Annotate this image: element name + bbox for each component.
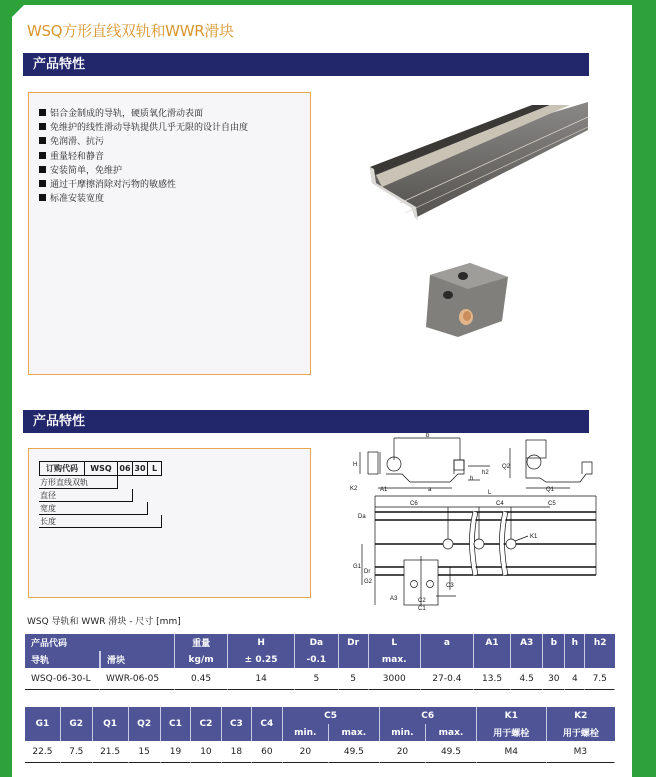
header-A1-sub [474, 651, 511, 668]
header-Da: Da [295, 634, 339, 651]
order-code-desc-type: 方形直线双轨 [39, 476, 118, 489]
header-weight: 重量 [175, 634, 228, 651]
slider-profile-end-view [510, 440, 592, 488]
header-Dr: Dr [339, 634, 369, 651]
header-A1: A1 [474, 634, 511, 651]
header-C2: C2 [191, 707, 221, 741]
header-C6: C6 [380, 707, 477, 724]
header-H: H [228, 634, 295, 651]
svg-text:C4: C4 [496, 501, 504, 507]
svg-text:K2: K2 [350, 486, 358, 492]
bullet-square-icon [39, 152, 46, 159]
header-K2: K2 [547, 707, 615, 724]
header-K2-sub: 用于螺栓 [547, 724, 615, 741]
order-code-box [28, 448, 311, 598]
svg-text:H: H [353, 462, 358, 468]
header-C5: C5 [283, 707, 380, 724]
drawing-labels [350, 433, 556, 610]
header-C6-max: max. [426, 724, 477, 741]
order-code-desc-length: 长度 [39, 515, 162, 528]
order-code-label: 订购代码 [39, 461, 85, 476]
header-a: a [421, 634, 474, 651]
svg-text:G1: G1 [353, 564, 362, 570]
feature-item: 重量轻和静音 [39, 150, 310, 164]
header-G1: G1 [25, 707, 61, 741]
svg-text:A1: A1 [380, 487, 388, 493]
header-Q2: Q2 [129, 707, 161, 741]
bullet-square-icon [39, 109, 46, 116]
svg-text:C1: C1 [418, 606, 426, 610]
feature-item: 标准安装宽度 [39, 192, 310, 206]
header-product-code: 产品代码 [25, 634, 175, 651]
order-code-part-length: L [147, 461, 162, 476]
header-C1: C1 [161, 707, 191, 741]
header-Q1: Q1 [93, 707, 129, 741]
order-code-desc-diameter: 直径 [39, 489, 133, 502]
rail-image [370, 102, 588, 220]
svg-text:Da: Da [358, 514, 366, 520]
order-code-desc-width: 宽度 [39, 502, 148, 515]
order-code-part-diameter: 06 [117, 461, 133, 476]
svg-text:A3: A3 [390, 596, 398, 602]
header-A3: A3 [511, 634, 543, 651]
header-K1: K1 [477, 707, 547, 724]
order-code-part-type: WSQ [84, 461, 118, 476]
svg-text:Q2: Q2 [502, 464, 511, 470]
svg-text:h2: h2 [482, 470, 489, 476]
technical-drawing [350, 430, 620, 610]
order-code-part-width: 30 [132, 461, 148, 476]
header-Dr-sub [339, 651, 369, 668]
spec-table-1 [25, 634, 615, 690]
header-C3: C3 [222, 707, 252, 741]
header-slider: 滑块 [100, 651, 175, 668]
header-a-sub [421, 651, 474, 668]
header-weight-unit: kg/m [175, 651, 228, 668]
page-title: WSQ方形直线双轨和WWR滑块 [27, 22, 234, 40]
header-C5-max: max. [329, 724, 380, 741]
rail-top-view [362, 496, 596, 605]
header-C6-min: min. [380, 724, 427, 741]
bullet-square-icon [39, 194, 46, 201]
header-h2: h2 [585, 634, 615, 651]
header-b-sub [543, 651, 565, 668]
header-C4: C4 [252, 707, 282, 741]
header-L-max: max. [369, 651, 421, 668]
slider-block-image [426, 263, 508, 337]
header-Da-tolerance: -0.1 [295, 651, 339, 668]
feature-item: 通过干摩擦消除对污物的敏感性 [39, 178, 310, 192]
header-rail: 导轨 [25, 651, 100, 668]
header-b: b [543, 634, 565, 651]
bullet-square-icon [39, 137, 46, 144]
svg-text:C2: C2 [418, 598, 426, 604]
svg-text:K1: K1 [530, 534, 538, 540]
svg-text:h: h [470, 476, 474, 482]
header-h: h [565, 634, 585, 651]
svg-text:Q1: Q1 [546, 487, 555, 493]
feature-item: 铝合金制成的导轨，硬质氧化滑动表面 [39, 107, 310, 121]
svg-text:Dr: Dr [364, 569, 371, 575]
features-list [39, 107, 310, 206]
product-photo [360, 95, 600, 375]
header-C5-min: min. [283, 724, 330, 741]
feature-item: 免润滑、抗污 [39, 135, 310, 149]
svg-text:b: b [426, 433, 430, 439]
section-header-order-code: 产品特性 [23, 410, 589, 433]
header-H-tolerance: ± 0.25 [228, 651, 295, 668]
spec-table-2 [25, 707, 615, 763]
header-L: L [369, 634, 421, 651]
features-box [28, 92, 311, 375]
header-A3-sub [511, 651, 543, 668]
dimension-caption: WSQ 导轨和 WWR 滑块 - 尺寸 [mm] [27, 617, 181, 627]
bullet-square-icon [39, 180, 46, 187]
header-G2: G2 [61, 707, 93, 741]
table-row: 22.5 7.5 21.5 15 19 10 18 60 20 49.5 20 49.5 M4 M3 [25, 741, 615, 763]
svg-text:C5: C5 [548, 501, 556, 507]
bullet-square-icon [39, 166, 46, 173]
table-row: WSQ-06-30-L WWR-06-05 0.45 14 5 5 3000 27-0.4 13.5 4.5 30 4 7.5 [25, 668, 615, 690]
header-h-sub [565, 651, 585, 668]
header-K1-sub: 用于螺栓 [477, 724, 547, 741]
svg-text:C3: C3 [446, 583, 454, 589]
bullet-square-icon [39, 123, 46, 130]
section-header-features: 产品特性 [23, 53, 589, 76]
svg-text:G2: G2 [364, 579, 373, 585]
svg-text:L: L [488, 490, 492, 496]
svg-text:C6: C6 [410, 501, 418, 507]
svg-text:a: a [428, 487, 432, 493]
feature-item: 免维护的线性滑动导轨提供几乎无限的设计自由度 [39, 121, 310, 135]
header-h2-sub [585, 651, 615, 668]
feature-item: 安装简单，免维护 [39, 164, 310, 178]
